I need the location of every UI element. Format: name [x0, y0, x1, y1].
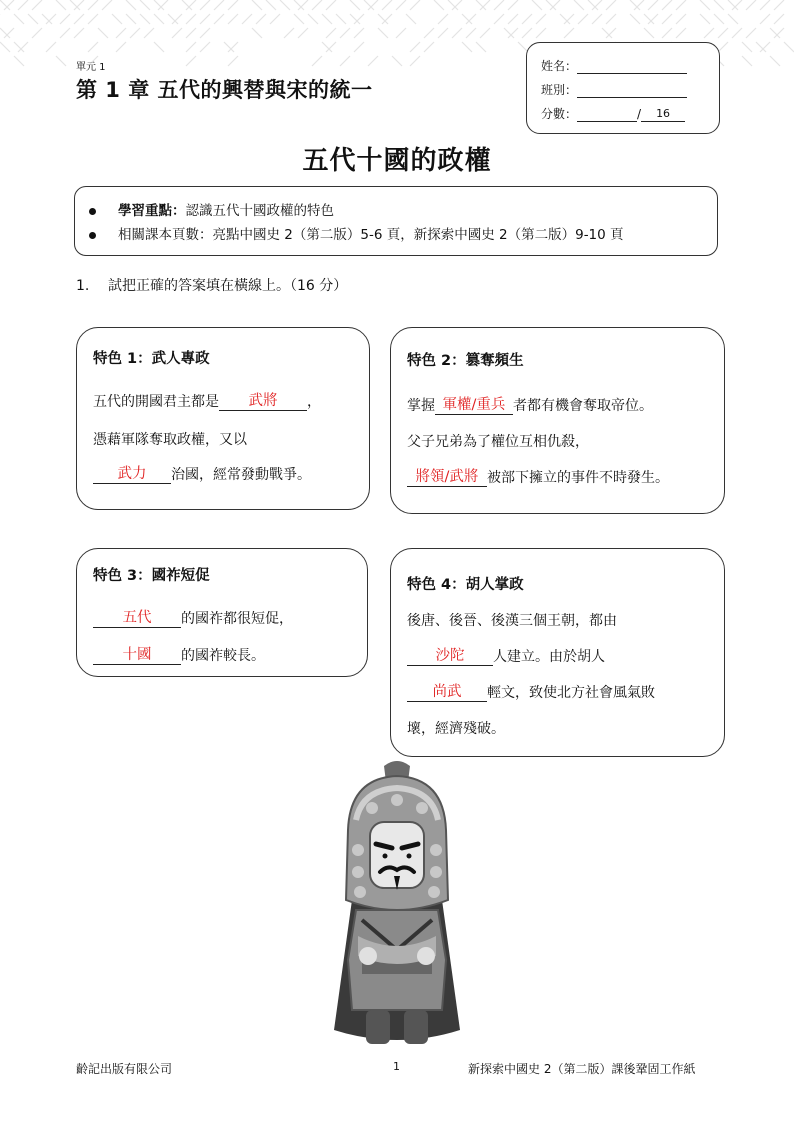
pattern-stroke	[424, 42, 434, 52]
question-1	[76, 275, 347, 295]
feature-card-2	[390, 327, 725, 514]
pattern-stroke	[494, 0, 504, 10]
pattern-stroke	[382, 0, 392, 10]
answer-blank[interactable]: 武將	[219, 393, 307, 411]
text: 掌握	[407, 398, 435, 414]
pattern-stroke	[648, 0, 658, 10]
pattern-stroke	[116, 28, 126, 38]
pattern-stroke	[396, 28, 406, 38]
pattern-stroke	[200, 42, 210, 52]
answer-blank[interactable]: 沙陀	[407, 648, 493, 666]
pattern-stroke	[140, 14, 150, 24]
name-label: 姓名：	[541, 59, 578, 73]
pattern-stroke	[326, 28, 336, 38]
pattern-stroke	[746, 28, 756, 38]
pattern-stroke	[60, 28, 70, 38]
score-separator: /	[637, 107, 642, 121]
pattern-stroke	[140, 0, 150, 10]
pattern-stroke	[438, 14, 448, 24]
class-row	[541, 81, 687, 98]
pattern-stroke	[410, 42, 420, 52]
pattern-stroke	[522, 28, 532, 38]
text: ，	[307, 394, 321, 410]
answer-blank[interactable]: 五代	[93, 610, 181, 628]
worksheet-title: 五代十國的政權	[302, 146, 492, 176]
footer-publisher: 齡記出版有限公司	[76, 1062, 173, 1076]
pattern-stroke	[154, 14, 164, 24]
pattern-stroke	[700, 14, 710, 24]
pattern-stroke	[424, 28, 434, 38]
pattern-stroke	[410, 0, 420, 10]
pattern-stroke	[88, 42, 98, 52]
card-line: 壞，經濟殘破。	[407, 721, 505, 737]
pattern-stroke	[410, 56, 420, 66]
pattern-stroke	[406, 14, 416, 24]
feature-card-3	[76, 548, 368, 677]
pattern-stroke	[200, 0, 210, 10]
pattern-stroke	[14, 14, 24, 24]
card-line	[93, 391, 321, 411]
pattern-stroke	[322, 14, 332, 24]
pattern-stroke	[28, 14, 38, 24]
bullet-icon	[89, 232, 96, 239]
pattern-stroke	[126, 0, 136, 10]
pattern-stroke	[0, 42, 10, 52]
pattern-stroke	[112, 14, 122, 24]
pattern-stroke	[144, 28, 154, 38]
pattern-stroke	[130, 28, 140, 38]
pattern-stroke	[676, 0, 686, 10]
pattern-stroke	[98, 28, 108, 38]
pattern-stroke	[760, 14, 770, 24]
pattern-stroke	[774, 14, 784, 24]
card-line	[407, 395, 653, 415]
pattern-stroke	[32, 0, 42, 10]
card-line: 後唐、後晉、後漢三個王朝，都由	[407, 613, 617, 629]
text: 輕文，致使北方社會風氣敗	[487, 685, 655, 701]
pattern-stroke	[298, 28, 308, 38]
pattern-stroke	[700, 0, 710, 10]
pattern-stroke	[46, 42, 56, 52]
pattern-stroke	[186, 42, 196, 52]
pattern-stroke	[578, 14, 588, 24]
learning-focus	[89, 199, 334, 219]
pattern-stroke	[728, 14, 738, 24]
pattern-stroke	[228, 56, 238, 66]
pattern-stroke	[522, 14, 532, 24]
pattern-stroke	[102, 0, 112, 10]
pattern-stroke	[56, 56, 66, 66]
pattern-stroke	[252, 28, 262, 38]
pattern-stroke	[368, 56, 378, 66]
pattern-stroke	[242, 14, 252, 24]
name-field[interactable]	[577, 59, 687, 74]
learning-label: 學習重點：	[118, 203, 186, 219]
pattern-stroke	[284, 28, 294, 38]
pattern-stroke	[280, 0, 290, 10]
pattern-stroke	[574, 0, 584, 10]
pattern-stroke	[60, 14, 70, 24]
question-number: 1.	[76, 278, 90, 294]
answer-blank[interactable]: 將領/武將	[407, 469, 487, 487]
card-heading: 特色 2：篡奪頻生	[407, 353, 524, 369]
card-heading: 特色 3：國祚短促	[93, 568, 210, 584]
pattern-stroke	[186, 28, 196, 38]
feature-card-4	[390, 548, 725, 757]
text: 人建立。由於胡人	[493, 649, 605, 665]
pattern-stroke	[508, 14, 518, 24]
pattern-stroke	[172, 28, 182, 38]
pattern-stroke	[14, 56, 24, 66]
pattern-stroke	[630, 14, 640, 24]
pattern-stroke	[606, 0, 616, 10]
answer-blank[interactable]: 武力	[93, 466, 171, 484]
pattern-stroke	[252, 0, 262, 10]
pattern-stroke	[662, 0, 672, 10]
pattern-stroke	[714, 14, 724, 24]
pattern-stroke	[784, 42, 794, 52]
pattern-stroke	[126, 14, 136, 24]
focus-box	[74, 186, 718, 256]
pattern-stroke	[18, 0, 28, 10]
pattern-stroke	[434, 0, 444, 10]
score-label: 分數：	[541, 107, 578, 121]
card-line	[93, 464, 311, 484]
card-line	[93, 608, 293, 628]
pattern-stroke	[704, 28, 714, 38]
feature-card-1	[76, 327, 370, 510]
pattern-stroke	[508, 0, 518, 10]
learning-text: 認識五代十國政權的特色	[185, 203, 334, 219]
text: 的國祚較長。	[181, 648, 265, 664]
pattern-stroke	[718, 28, 728, 38]
pattern-stroke	[564, 28, 574, 38]
pattern-stroke	[350, 0, 360, 10]
pattern-stroke	[462, 42, 472, 52]
pattern-stroke	[532, 0, 542, 10]
class-label: 班別：	[541, 83, 578, 97]
pattern-stroke	[200, 14, 210, 24]
pattern-stroke	[536, 28, 546, 38]
pattern-stroke	[74, 28, 84, 38]
pattern-stroke	[592, 14, 602, 24]
pattern-stroke	[154, 42, 164, 52]
pattern-stroke	[214, 0, 224, 10]
pattern-stroke	[266, 0, 276, 10]
pattern-stroke	[270, 14, 280, 24]
pages-label: 相關課本頁數：	[118, 227, 213, 243]
pattern-stroke	[186, 14, 196, 24]
pattern-stroke	[116, 42, 126, 52]
textbook-pages	[89, 223, 624, 243]
pattern-stroke	[256, 14, 266, 24]
pattern-stroke	[662, 28, 672, 38]
pattern-stroke	[88, 14, 98, 24]
answer-blank[interactable]: 十國	[93, 647, 181, 665]
general-warrior-illustration-icon	[322, 760, 472, 1050]
pages-text: 亮點中國史 2（第二版）5-6 頁，新探索中國史 2（第二版）9-10 頁	[212, 227, 624, 243]
text: 被部下擁立的事件不時發生。	[487, 470, 669, 486]
card-line	[407, 682, 655, 702]
pattern-stroke	[770, 56, 780, 66]
pattern-stroke	[452, 28, 462, 38]
pattern-stroke	[480, 28, 490, 38]
pattern-stroke	[676, 14, 686, 24]
pattern-stroke	[186, 56, 196, 66]
pattern-stroke	[56, 0, 66, 10]
pattern-stroke	[742, 42, 752, 52]
bullet-icon	[89, 208, 96, 215]
pattern-stroke	[392, 56, 402, 66]
pattern-stroke	[396, 0, 406, 10]
text: 者都有機會奪取帝位。	[513, 398, 653, 414]
pattern-stroke	[760, 0, 770, 10]
pattern-stroke	[308, 14, 318, 24]
pattern-stroke	[312, 0, 322, 10]
card-line: 憑藉軍隊奪取政權，又以	[93, 432, 247, 448]
class-field[interactable]	[577, 83, 687, 98]
text: 五代的開國君主都是	[93, 394, 219, 410]
pattern-stroke	[746, 0, 756, 10]
pattern-stroke	[214, 14, 224, 24]
pattern-stroke	[494, 14, 504, 24]
card-line: 父子兄弟為了權位互相仇殺，	[407, 434, 589, 450]
pattern-stroke	[378, 28, 388, 38]
question-instruction: 試把正確的答案填在橫線上。（16 分）	[108, 278, 348, 294]
pattern-stroke	[714, 0, 724, 10]
pattern-stroke	[476, 42, 486, 52]
pattern-stroke	[676, 28, 686, 38]
pattern-stroke	[336, 14, 346, 24]
pattern-stroke	[294, 14, 304, 24]
pattern-stroke	[228, 14, 238, 24]
chapter-title: 第 1 章 五代的興替與宋的統一	[76, 78, 373, 102]
card-line	[407, 467, 669, 487]
pattern-stroke	[466, 28, 476, 38]
pattern-stroke	[228, 0, 238, 10]
pattern-stroke	[644, 28, 654, 38]
student-info-box	[526, 42, 720, 134]
text: 的國祚都很短促，	[181, 611, 293, 627]
pattern-stroke	[742, 56, 752, 66]
pattern-stroke	[200, 28, 210, 38]
answer-blank[interactable]: 尚武	[407, 684, 487, 702]
pattern-stroke	[774, 0, 784, 10]
pattern-stroke	[354, 42, 364, 52]
pattern-stroke	[718, 42, 728, 52]
pattern-stroke	[32, 28, 42, 38]
pattern-stroke	[732, 28, 742, 38]
footer-series: 新探索中國史 2（第二版）課後鞏固工作紙	[468, 1062, 696, 1076]
score-field[interactable]	[577, 107, 637, 122]
name-row	[541, 57, 687, 74]
pattern-stroke	[88, 0, 98, 10]
score-row	[541, 105, 685, 122]
pattern-stroke	[326, 0, 336, 10]
pattern-stroke	[312, 56, 322, 66]
unit-label: 單元 1	[76, 62, 106, 73]
total-score: 16	[641, 107, 685, 122]
page-number: 1	[393, 1060, 400, 1073]
pattern-stroke	[74, 14, 84, 24]
card-heading: 特色 4：胡人掌政	[407, 577, 524, 593]
card-line	[407, 646, 605, 666]
text: 治國，經常發動戰爭。	[171, 467, 311, 483]
pattern-stroke	[438, 28, 448, 38]
pattern-stroke	[606, 14, 616, 24]
answer-blank[interactable]: 軍權/重兵	[435, 397, 513, 415]
pattern-stroke	[536, 14, 546, 24]
card-heading: 特色 1：武人專政	[93, 351, 210, 367]
pattern-stroke	[354, 28, 364, 38]
pattern-stroke	[662, 14, 672, 24]
pattern-stroke	[340, 28, 350, 38]
card-line	[93, 645, 265, 665]
pattern-stroke	[340, 56, 350, 66]
